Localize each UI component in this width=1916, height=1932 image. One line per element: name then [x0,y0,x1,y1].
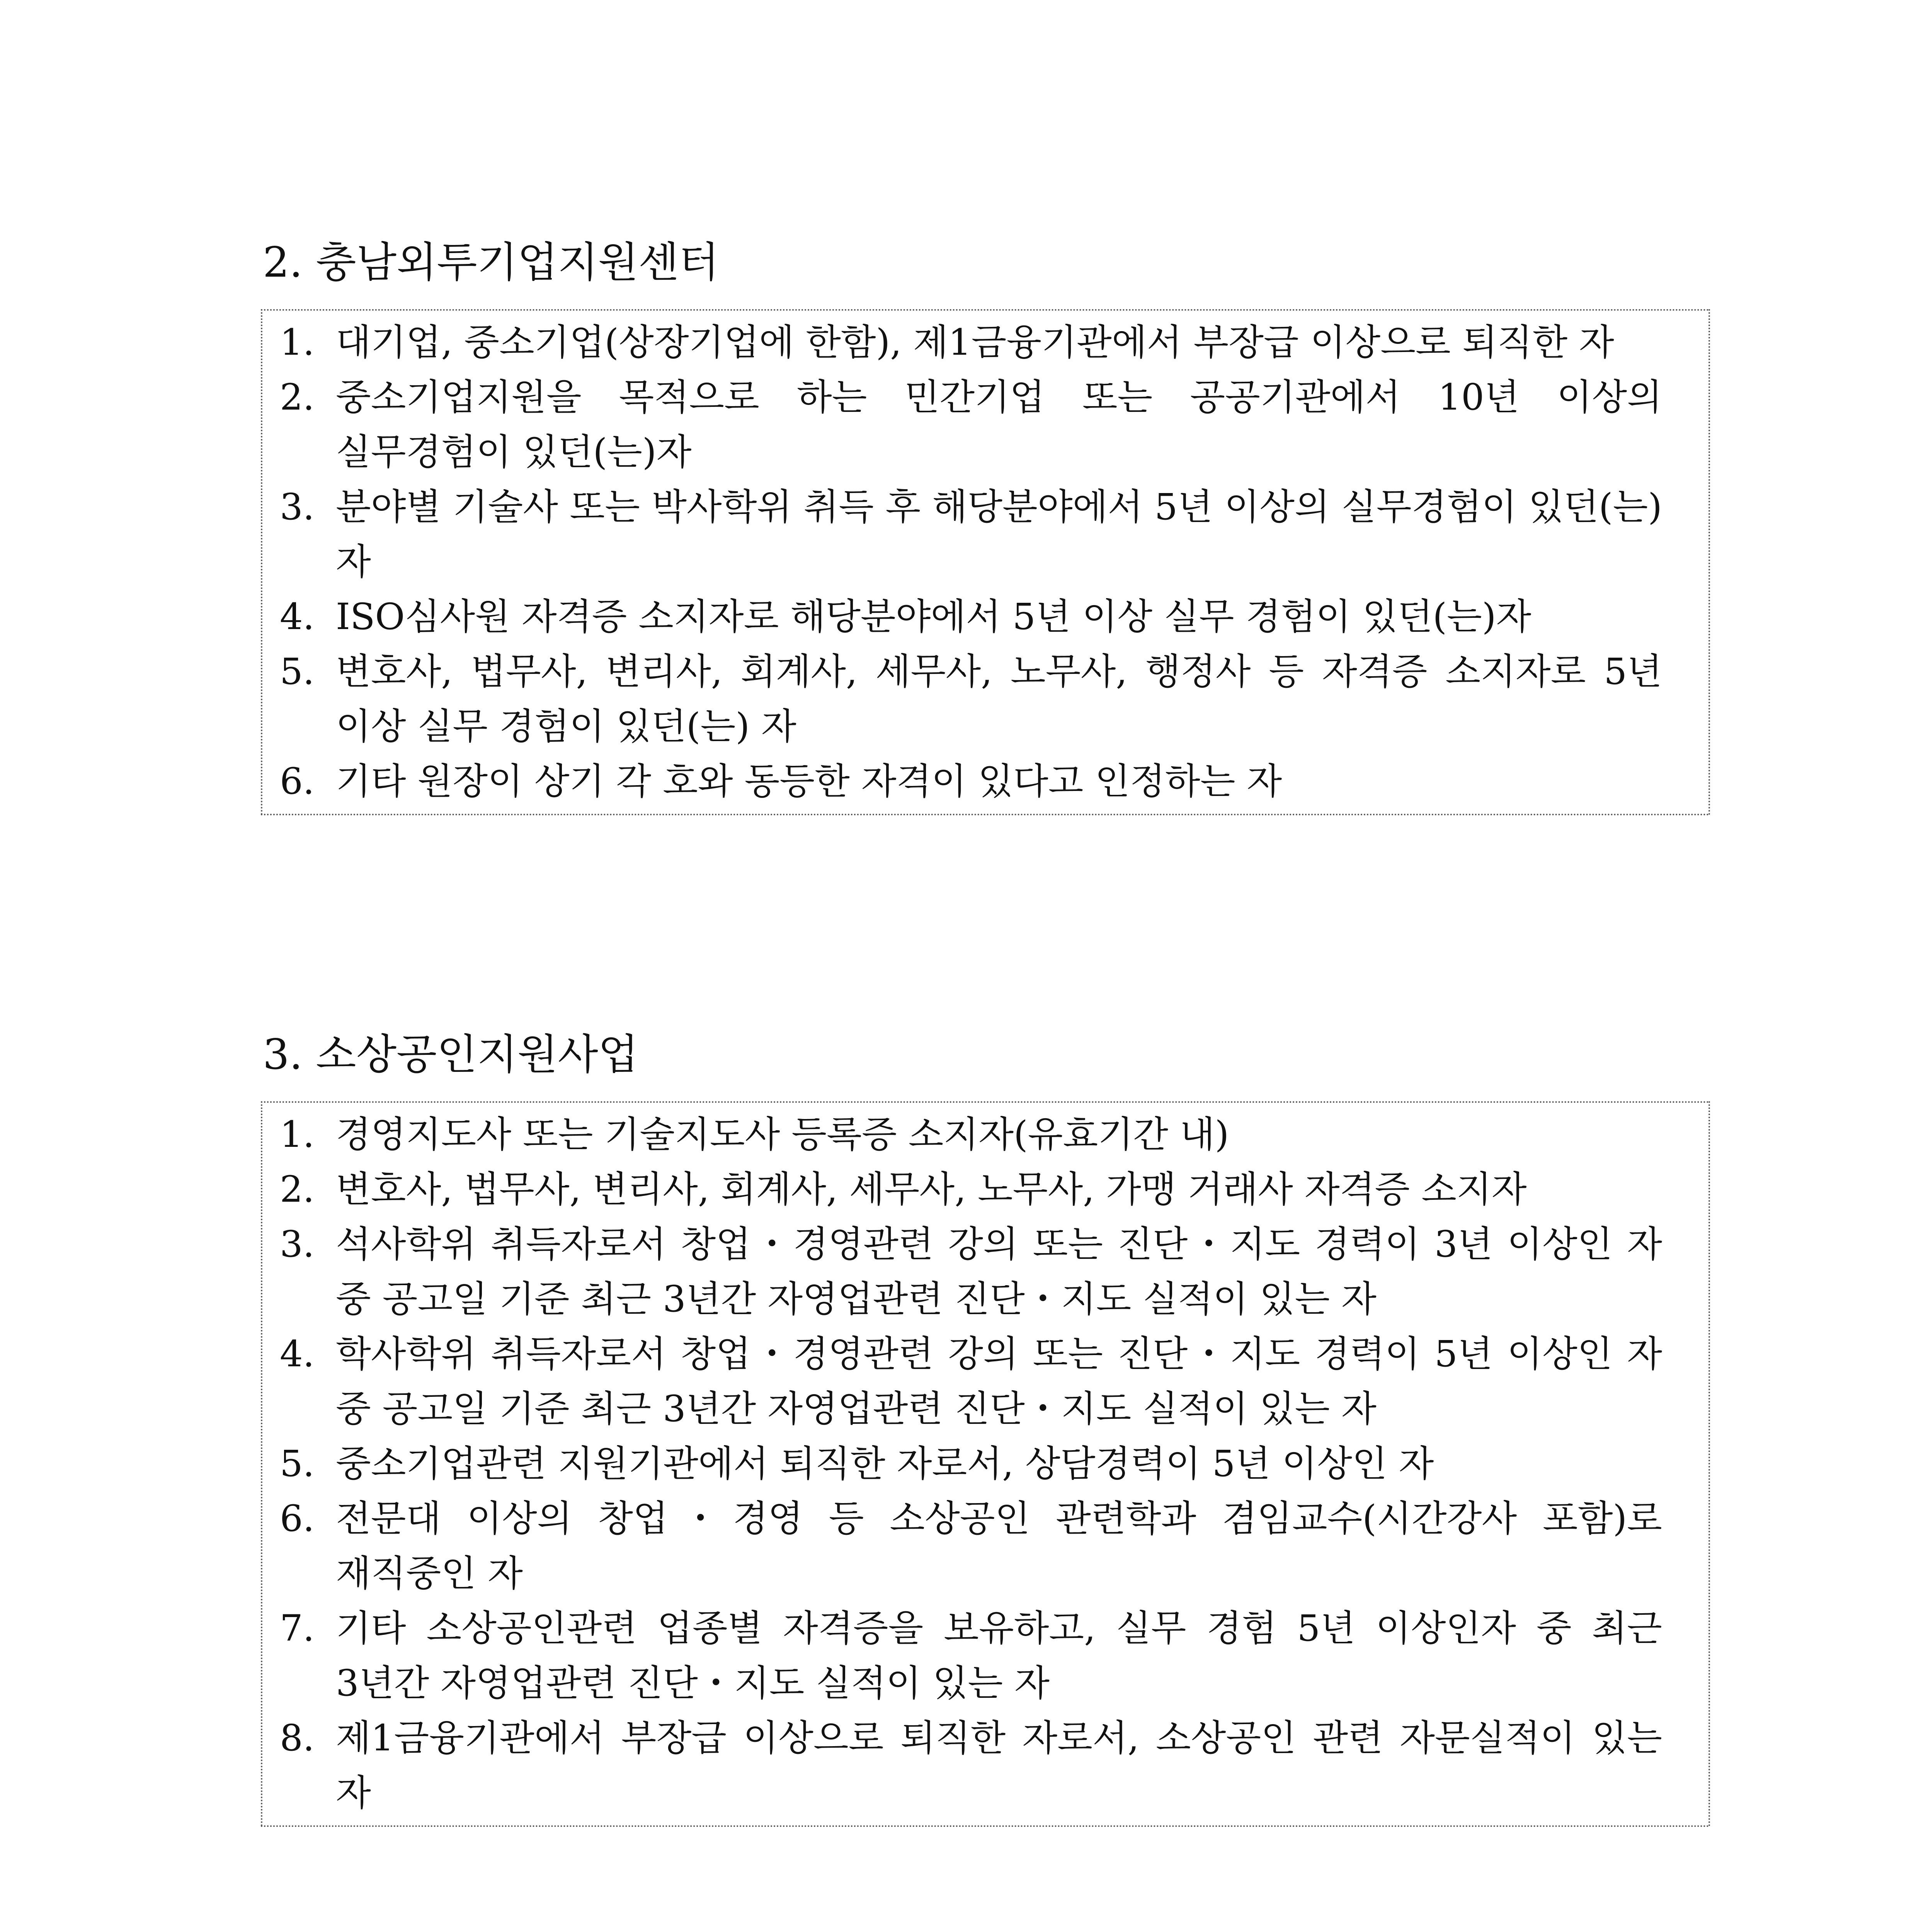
item-number: 6. [280,1498,315,1540]
section-title: 2. 충남외투기업지원센터 [263,238,719,287]
item-text: 학사학위 취득자로서 창업・경영관련 강의 또는 진단・지도 경력이 5년 이상인 자 중 공고일 기준 최근 3년간 자영업관련 진단・지도 실적이 있는 자 [336,1333,1662,1430]
item-number: 5. [280,1443,315,1485]
item-number: 1. [280,321,315,364]
item-number: 6. [280,760,315,803]
list-item [280,480,1662,590]
section-title: 3. 소상공인지원사업 [263,1031,638,1079]
list-item [280,1437,1662,1492]
item-text: 중소기업관련 지원기관에서 퇴직한 자로서, 상담경력이 5년 이상인 자 [336,1443,1434,1485]
item-text: 기타 소상공인관련 업종별 자격증을 보유하고, 실무 경험 5년 이상인자 중 최근 3년간 자영업관련 진단・지도 실적이 있는 자 [336,1607,1662,1704]
item-text: 변호사, 법무사, 변리사, 회계사, 세무사, 노무사, 행정사 등 자격증 소지자로 5년 이상 실무 경험이 있던(는) 자 [336,651,1662,748]
item-text: 경영지도사 또는 기술지도사 등록증 소지자(유효기간 내) [336,1114,1229,1156]
item-number: 3. [280,1223,315,1265]
item-number: 4. [280,1333,315,1375]
list-item [280,645,1662,754]
list-item [280,1217,1662,1327]
section-chungnam-foreign-investment-support-center [261,232,1710,815]
list-item [280,590,1662,645]
item-text: ISO심사원 자격증 소지자로 해당분야에서 5년 이상 실무 경험이 있던(는)자 [336,596,1531,638]
item-number: 3. [280,486,315,528]
item-number: 8. [280,1717,315,1759]
item-text: 변호사, 법무사, 변리사, 회계사, 세무사, 노무사, 가맹 거래사 자격증 소지자 [336,1168,1527,1211]
list-item [280,1711,1662,1821]
item-text: 대기업, 중소기업(상장기업에 한함), 제1금융기관에서 부장급 이상으로 퇴직한 자 [336,321,1614,364]
list-item [280,754,1662,809]
item-text: 제1금융기관에서 부장급 이상으로 퇴직한 자로서, 소상공인 관련 자문실적이 있는 자 [336,1717,1662,1814]
list-item [280,1601,1662,1711]
list-item [280,315,1662,370]
item-number: 5. [280,651,315,693]
list-item [280,1327,1662,1437]
item-text: 전문대 이상의 창업・경영 등 소상공인 관련학과 겸임교수(시간강사 포함)로 재직중인 자 [336,1498,1662,1595]
item-number: 4. [280,596,315,638]
list-item [280,1162,1662,1217]
section-small-business-support-program [261,1024,1710,1827]
item-text: 중소기업지원을 목적으로 하는 민간기업 또는 공공기관에서 10년 이상의 실무경험이 있던(는)자 [336,376,1662,473]
item-text: 석사학위 취득자로서 창업・경영관련 강의 또는 진단・지도 경력이 3년 이상인 자 중 공고일 기준 최근 3년간 자영업관련 진단・지도 실적이 있는 자 [336,1223,1662,1320]
item-number: 2. [280,376,315,418]
item-text: 기타 원장이 상기 각 호와 동등한 자격이 있다고 인정하는 자 [336,760,1282,803]
qualification-list-box [261,1101,1710,1827]
item-number: 2. [280,1168,315,1211]
list-item [280,1107,1662,1162]
item-number: 1. [280,1114,315,1156]
item-text: 분야별 기술사 또는 박사학위 취득 후 해당분야에서 5년 이상의 실무경험이 있던(는)자 [336,486,1662,583]
list-item [280,1492,1662,1601]
list-item [280,370,1662,480]
item-number: 7. [280,1607,315,1650]
qualification-list-box [261,309,1710,815]
